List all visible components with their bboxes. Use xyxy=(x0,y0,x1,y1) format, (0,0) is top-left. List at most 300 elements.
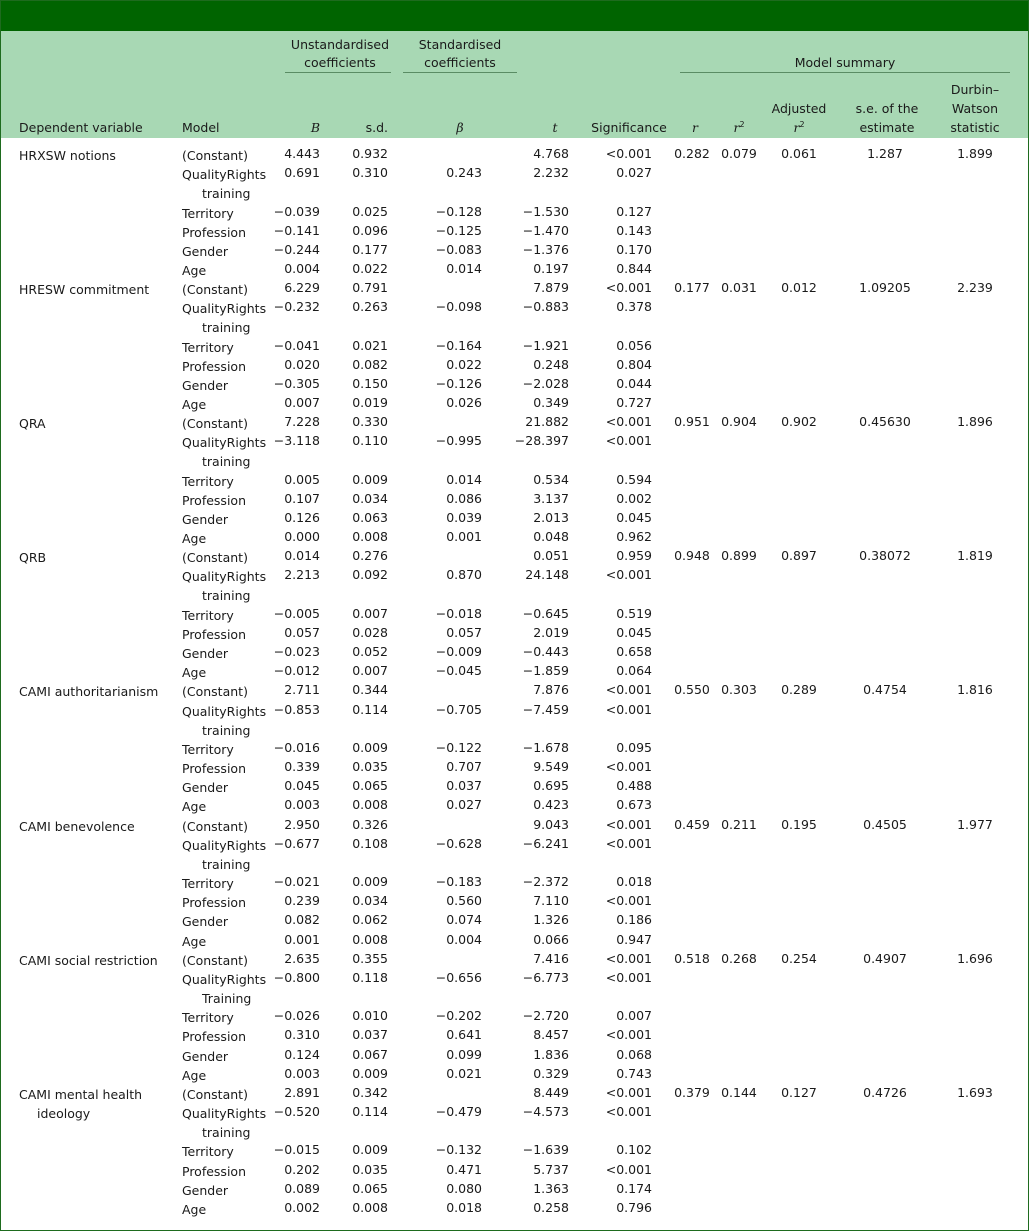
model-term-cell: Age xyxy=(182,397,207,413)
col-b: B xyxy=(310,120,320,135)
t-cell: 24.148 xyxy=(525,567,569,583)
sd-cell: 0.932 xyxy=(352,146,388,161)
t-cell: −2.372 xyxy=(522,874,569,890)
B-cell: 0.691 xyxy=(284,165,320,181)
summary-dw-cell: 1.977 xyxy=(957,816,993,832)
beta-cell: 0.026 xyxy=(446,395,482,411)
col-se-1: s.e. of the xyxy=(855,101,919,116)
B-cell: 0.057 xyxy=(284,625,320,641)
model-term-cell: Territory xyxy=(182,205,234,221)
summary-r2-cell: 0.268 xyxy=(721,950,757,966)
summary-adj-cell: 0.254 xyxy=(781,950,817,966)
model-term-cell: (Constant) xyxy=(182,282,248,298)
dependent-variable-label: HRXSW notions xyxy=(19,148,116,163)
sig-cell: <0.001 xyxy=(605,950,652,966)
sd-cell: 0.009 xyxy=(352,740,388,756)
summary-dw-cell: 1.693 xyxy=(957,1084,993,1100)
B-cell: 0.002 xyxy=(284,1199,320,1215)
sig-cell: 0.027 xyxy=(616,165,652,181)
sig-cell: 0.045 xyxy=(616,510,652,526)
sd-cell: 0.035 xyxy=(352,1161,388,1177)
beta-cell: −0.128 xyxy=(435,203,482,219)
beta-cell: 0.870 xyxy=(446,567,482,583)
dependent-variable-label: QRA xyxy=(19,416,46,432)
model-term-cell: Territory xyxy=(182,339,234,355)
col-dw-3: statistic xyxy=(950,120,1000,135)
t-cell: 7.416 xyxy=(533,950,569,966)
sd-cell: 0.355 xyxy=(352,950,388,966)
t-cell: 1.363 xyxy=(533,1180,569,1196)
t-cell: −28.397 xyxy=(514,433,569,449)
model-term-cell: Age xyxy=(182,933,207,949)
sig-cell: <0.001 xyxy=(605,280,652,296)
sd-cell: 0.108 xyxy=(352,835,388,851)
sd-cell: 0.034 xyxy=(352,491,388,506)
beta-cell: −0.083 xyxy=(435,241,482,257)
summary-r-cell: 0.177 xyxy=(674,280,710,296)
col-dw-1: Durbin– xyxy=(950,82,1000,97)
sd-cell: 0.009 xyxy=(352,874,388,890)
model-term-cell: QualityRights training xyxy=(182,569,267,604)
summary-r-cell: 0.948 xyxy=(674,548,710,564)
B-cell: −3.118 xyxy=(273,433,320,449)
summary-adj-cell: 0.289 xyxy=(781,682,817,698)
summary-r-cell: 0.459 xyxy=(674,816,710,832)
summary-adj-cell: 0.012 xyxy=(781,280,817,296)
summary-adj-cell: 0.061 xyxy=(781,146,817,161)
col-model: Model xyxy=(182,120,220,135)
B-cell: 2.891 xyxy=(284,1084,320,1100)
t-cell: 0.423 xyxy=(533,797,569,813)
model-term-cell: Gender xyxy=(182,780,229,796)
beta-cell: −0.164 xyxy=(435,337,482,353)
B-cell: 6.229 xyxy=(284,280,320,296)
model-term-cell: Age xyxy=(182,799,207,815)
sig-cell: 0.007 xyxy=(616,1008,652,1024)
sd-cell: 0.110 xyxy=(352,433,388,449)
dependent-variable-label: HRESW commitment xyxy=(19,282,150,298)
sd-cell: 0.008 xyxy=(352,529,388,545)
sd-cell: 0.342 xyxy=(352,1084,388,1100)
B-cell: 0.014 xyxy=(284,548,320,564)
t-cell: 5.737 xyxy=(533,1161,569,1177)
summary-r-cell: 0.951 xyxy=(674,414,710,430)
summary-adj-cell: 0.897 xyxy=(781,548,817,564)
B-cell: −0.232 xyxy=(273,299,320,315)
sig-cell: 0.594 xyxy=(616,471,652,487)
col-r: r xyxy=(692,120,698,135)
sd-cell: 0.310 xyxy=(352,165,388,181)
beta-cell: −0.125 xyxy=(435,222,482,238)
B-cell: 0.107 xyxy=(284,491,320,506)
beta-cell: −0.122 xyxy=(435,740,482,756)
model-term-cell: Territory xyxy=(182,742,234,758)
t-cell: −1.470 xyxy=(522,222,569,238)
summary-adj-cell: 0.195 xyxy=(781,816,817,832)
B-cell: 0.239 xyxy=(284,893,320,909)
sig-cell: 0.045 xyxy=(616,625,652,641)
t-cell: −6.241 xyxy=(522,835,569,851)
beta-cell: 0.039 xyxy=(446,510,482,526)
summary-se-cell: 0.45630 xyxy=(859,414,911,430)
sig-cell: 0.947 xyxy=(616,931,652,947)
sig-cell: 0.056 xyxy=(616,337,652,353)
standardised-label-1: Standardised xyxy=(418,37,502,52)
B-cell: −0.005 xyxy=(273,606,320,621)
model-term-cell: Gender xyxy=(182,1048,229,1064)
beta-cell: −0.995 xyxy=(435,433,482,449)
sd-cell: 0.067 xyxy=(352,1046,388,1062)
t-cell: 7.110 xyxy=(533,893,569,909)
B-cell: −0.015 xyxy=(273,1142,320,1158)
B-cell: 0.082 xyxy=(284,912,320,928)
sig-cell: 0.727 xyxy=(616,395,652,411)
t-cell: −1.530 xyxy=(522,203,569,219)
B-cell: −0.677 xyxy=(273,835,320,851)
sd-cell: 0.009 xyxy=(352,1142,388,1158)
sig-cell: 0.796 xyxy=(616,1199,652,1215)
model-term-cell: Age xyxy=(182,1201,207,1217)
sig-cell: 0.962 xyxy=(616,529,652,545)
sig-cell: <0.001 xyxy=(605,567,652,583)
t-cell: −1.639 xyxy=(522,1142,569,1158)
sig-cell: <0.001 xyxy=(605,759,652,775)
t-cell: 9.549 xyxy=(533,759,569,775)
sd-cell: 0.007 xyxy=(352,606,388,621)
sd-cell: 0.065 xyxy=(352,778,388,794)
B-cell: −0.244 xyxy=(273,241,320,257)
t-cell: −1.859 xyxy=(522,663,569,679)
sd-cell: 0.062 xyxy=(352,912,388,928)
t-cell: 1.326 xyxy=(533,912,569,928)
t-cell: 0.258 xyxy=(533,1199,569,1215)
t-cell: 0.197 xyxy=(533,261,569,276)
t-cell: −1.376 xyxy=(522,241,569,257)
t-cell: −0.883 xyxy=(522,299,569,315)
B-cell: 0.126 xyxy=(284,510,320,526)
beta-cell: 0.099 xyxy=(446,1046,482,1062)
B-cell: 2.711 xyxy=(284,682,320,698)
beta-cell: 0.022 xyxy=(446,356,482,372)
B-cell: −0.023 xyxy=(273,644,320,660)
B-cell: 0.005 xyxy=(284,471,320,487)
B-cell: 0.124 xyxy=(284,1046,320,1062)
sd-cell: 0.035 xyxy=(352,759,388,775)
beta-cell: −0.098 xyxy=(435,299,482,315)
B-cell: 2.635 xyxy=(284,950,320,966)
sd-cell: 0.330 xyxy=(352,414,388,430)
unstandardised-label-1: Unstandardised xyxy=(290,37,390,52)
sd-cell: 0.114 xyxy=(352,1103,388,1119)
beta-cell: 0.471 xyxy=(446,1161,482,1177)
model-term-cell: Profession xyxy=(182,761,246,777)
sig-cell: 0.143 xyxy=(616,222,652,238)
t-cell: 8.457 xyxy=(533,1027,569,1043)
model-term-cell: QualityRights training xyxy=(182,167,267,202)
t-cell: 0.329 xyxy=(533,1065,569,1081)
sig-cell: 0.519 xyxy=(616,606,652,621)
t-cell: −0.443 xyxy=(522,644,569,660)
B-cell: −0.305 xyxy=(273,376,320,391)
B-cell: 0.003 xyxy=(284,1065,320,1081)
sig-cell: <0.001 xyxy=(605,893,652,909)
B-cell: −0.041 xyxy=(273,337,320,353)
sig-cell: <0.001 xyxy=(605,1027,652,1043)
summary-r2-cell: 0.031 xyxy=(721,280,757,296)
summary-adj-cell: 0.127 xyxy=(781,1084,817,1100)
beta-cell: 0.014 xyxy=(446,471,482,487)
B-cell: 0.339 xyxy=(284,759,320,775)
B-cell: −0.026 xyxy=(273,1008,320,1024)
sig-cell: 0.018 xyxy=(616,874,652,890)
sd-cell: 0.008 xyxy=(352,931,388,947)
sig-cell: 0.186 xyxy=(616,912,652,928)
col-t: t xyxy=(552,120,558,135)
model-term-cell: Age xyxy=(182,263,207,278)
dependent-variable-label: CAMI mental health ideology xyxy=(19,1086,143,1121)
col-beta: β xyxy=(456,120,464,135)
sig-cell: <0.001 xyxy=(605,816,652,832)
summary-se-cell: 0.38072 xyxy=(859,548,911,564)
model-term-cell: Territory xyxy=(182,1144,234,1160)
t-cell: −1.678 xyxy=(522,740,569,756)
sig-cell: <0.001 xyxy=(605,835,652,851)
beta-cell: −0.628 xyxy=(435,835,482,851)
beta-cell: −0.009 xyxy=(435,644,482,660)
dependent-variable-label: QRB xyxy=(19,550,47,566)
model-term-cell: (Constant) xyxy=(182,148,248,163)
sd-cell: 0.114 xyxy=(352,701,388,717)
model-term-cell: Profession xyxy=(182,1163,246,1179)
beta-cell: 0.018 xyxy=(446,1199,482,1215)
summary-dw-cell: 1.896 xyxy=(957,414,993,430)
model-term-cell: QualityRights Training xyxy=(182,971,267,1006)
model-term-cell: QualityRights training xyxy=(182,703,267,738)
sig-cell: 0.095 xyxy=(616,740,652,756)
beta-cell: −0.045 xyxy=(435,663,482,679)
B-cell: −0.021 xyxy=(273,874,320,890)
summary-r2-cell: 0.904 xyxy=(721,414,757,430)
beta-cell: 0.057 xyxy=(446,625,482,641)
sig-cell: <0.001 xyxy=(605,1161,652,1177)
sd-cell: 0.092 xyxy=(352,567,388,583)
summary-dw-cell: 1.696 xyxy=(957,950,993,966)
beta-cell: 0.001 xyxy=(446,529,482,545)
sig-cell: 0.658 xyxy=(616,644,652,660)
sd-cell: 0.263 xyxy=(352,299,388,315)
model-term-cell: Territory xyxy=(182,473,234,489)
summary-r-cell: 0.518 xyxy=(674,950,710,966)
sig-cell: 0.804 xyxy=(616,356,652,372)
beta-cell: 0.086 xyxy=(446,491,482,506)
model-term-cell: (Constant) xyxy=(182,550,248,566)
B-cell: 0.007 xyxy=(284,395,320,411)
beta-cell: −0.018 xyxy=(435,606,482,621)
summary-r2-cell: 0.211 xyxy=(721,816,757,832)
sd-cell: 0.028 xyxy=(352,625,388,641)
model-term-cell: Gender xyxy=(182,512,229,528)
model-term-cell: (Constant) xyxy=(182,818,248,834)
B-cell: 2.950 xyxy=(284,816,320,832)
beta-cell: −0.132 xyxy=(435,1142,482,1158)
sig-cell: <0.001 xyxy=(605,1103,652,1119)
sd-cell: 0.019 xyxy=(352,395,388,411)
B-cell: −0.012 xyxy=(273,663,320,679)
sd-cell: 0.177 xyxy=(352,241,388,257)
beta-cell: 0.004 xyxy=(446,931,482,947)
model-term-cell: Age xyxy=(182,665,207,681)
t-cell: 2.013 xyxy=(533,510,569,526)
t-cell: 2.019 xyxy=(533,625,569,641)
summary-se-cell: 0.4505 xyxy=(863,816,907,832)
t-cell: −0.645 xyxy=(522,606,569,621)
sig-cell: 0.743 xyxy=(616,1065,652,1081)
summary-r2-cell: 0.899 xyxy=(721,548,757,564)
sig-cell: 0.002 xyxy=(616,491,652,506)
summary-r-cell: 0.379 xyxy=(674,1084,710,1100)
B-cell: 0.310 xyxy=(284,1027,320,1043)
t-cell: 0.066 xyxy=(533,931,569,947)
sig-cell: 0.102 xyxy=(616,1142,652,1158)
model-term-cell: (Constant) xyxy=(182,952,248,968)
t-cell: 4.768 xyxy=(533,146,569,161)
summary-adj-cell: 0.902 xyxy=(781,414,817,430)
t-cell: −2.028 xyxy=(522,376,569,391)
col-dw-2: Watson xyxy=(951,101,999,116)
col-dependent-variable: Dependent variable xyxy=(19,120,143,135)
B-cell: −0.016 xyxy=(273,740,320,756)
dependent-variable-label: CAMI benevolence xyxy=(19,818,135,834)
model-term-cell: (Constant) xyxy=(182,416,248,432)
summary-dw-cell: 1.819 xyxy=(957,548,993,564)
t-cell: 0.048 xyxy=(533,529,569,545)
model-term-cell: Profession xyxy=(182,224,246,240)
sig-cell: 0.673 xyxy=(616,797,652,813)
summary-se-cell: 1.09205 xyxy=(859,280,911,296)
summary-r-cell: 0.282 xyxy=(674,146,710,161)
sig-cell: <0.001 xyxy=(605,701,652,717)
model-term-cell: Gender xyxy=(182,378,229,393)
sig-cell: <0.001 xyxy=(605,433,652,449)
beta-cell: −0.183 xyxy=(435,874,482,890)
sig-cell: 0.127 xyxy=(616,203,652,219)
summary-dw-cell: 1.899 xyxy=(957,146,993,161)
B-cell: 0.089 xyxy=(284,1180,320,1196)
sd-cell: 0.791 xyxy=(352,280,388,296)
sd-cell: 0.007 xyxy=(352,663,388,679)
standardised-label-2: coefficients xyxy=(424,55,496,70)
sd-cell: 0.118 xyxy=(352,969,388,985)
sd-cell: 0.021 xyxy=(352,337,388,353)
beta-cell: 0.560 xyxy=(446,893,482,909)
model-term-cell: (Constant) xyxy=(182,684,248,700)
sd-cell: 0.010 xyxy=(352,1008,388,1024)
beta-cell: 0.707 xyxy=(446,759,482,775)
sig-cell: 0.174 xyxy=(616,1180,652,1196)
col-adjusted: Adjusted xyxy=(771,101,827,116)
B-cell: −0.141 xyxy=(273,222,320,238)
t-cell: −6.773 xyxy=(522,969,569,985)
model-term-cell: QualityRights training xyxy=(182,1105,267,1140)
t-cell: −7.459 xyxy=(522,701,569,717)
model-term-cell: Territory xyxy=(182,1010,234,1026)
B-cell: 0.045 xyxy=(284,778,320,794)
sd-cell: 0.025 xyxy=(352,203,388,219)
sd-cell: 0.008 xyxy=(352,797,388,813)
B-cell: 0.003 xyxy=(284,797,320,813)
sd-cell: 0.344 xyxy=(352,682,388,698)
sd-cell: 0.276 xyxy=(352,548,388,564)
B-cell: −0.039 xyxy=(273,203,320,219)
summary-dw-cell: 2.239 xyxy=(957,280,993,296)
B-cell: 0.000 xyxy=(284,529,320,545)
sd-cell: 0.150 xyxy=(352,376,388,391)
t-cell: 8.449 xyxy=(533,1084,569,1100)
sd-cell: 0.326 xyxy=(352,816,388,832)
model-term-cell: Age xyxy=(182,1067,207,1083)
sig-cell: <0.001 xyxy=(605,682,652,698)
sd-cell: 0.065 xyxy=(352,1180,388,1196)
beta-cell: −0.705 xyxy=(435,701,482,717)
sig-cell: 0.068 xyxy=(616,1046,652,1062)
sig-cell: 0.170 xyxy=(616,241,652,257)
sd-cell: 0.034 xyxy=(352,893,388,909)
t-cell: 7.879 xyxy=(533,280,569,296)
t-cell: −1.921 xyxy=(522,337,569,353)
model-term-cell: Age xyxy=(182,531,207,547)
t-cell: 0.534 xyxy=(533,471,569,487)
model-term-cell: Territory xyxy=(182,608,234,623)
model-term-cell: Profession xyxy=(182,627,246,643)
model-term-cell: Gender xyxy=(182,243,229,259)
beta-cell: 0.074 xyxy=(446,912,482,928)
model-term-cell: Gender xyxy=(182,1182,229,1198)
model-term-cell: Profession xyxy=(182,895,246,911)
model-term-cell: QualityRights training xyxy=(182,435,267,470)
model-term-cell: (Constant) xyxy=(182,1086,248,1102)
t-cell: 1.836 xyxy=(533,1046,569,1062)
col-r2: $r^2$ xyxy=(733,119,745,135)
beta-cell: 0.027 xyxy=(446,797,482,813)
model-summary-label: Model summary xyxy=(794,55,896,70)
t-cell: −2.720 xyxy=(522,1008,569,1024)
dependent-variable-label: CAMI social restriction xyxy=(19,952,158,968)
sd-cell: 0.037 xyxy=(352,1027,388,1043)
beta-cell: 0.037 xyxy=(446,778,482,794)
B-cell: 4.443 xyxy=(284,146,320,161)
t-cell: 9.043 xyxy=(533,816,569,832)
summary-se-cell: 0.4726 xyxy=(863,1084,907,1100)
t-cell: 0.349 xyxy=(533,395,569,411)
t-cell: 2.232 xyxy=(533,165,569,181)
model-term-cell: Territory xyxy=(182,876,234,892)
beta-cell: −0.656 xyxy=(435,969,482,985)
t-cell: −4.573 xyxy=(522,1103,569,1119)
sig-cell: <0.001 xyxy=(605,146,652,161)
t-cell: 7.876 xyxy=(533,682,569,698)
t-cell: 0.248 xyxy=(533,356,569,372)
sd-cell: 0.022 xyxy=(352,261,388,276)
beta-cell: 0.243 xyxy=(446,165,482,181)
beta-cell: −0.202 xyxy=(435,1008,482,1024)
sig-cell: <0.001 xyxy=(605,969,652,985)
sig-cell: 0.064 xyxy=(616,663,652,679)
sd-cell: 0.063 xyxy=(352,510,388,526)
summary-r-cell: 0.550 xyxy=(674,682,710,698)
model-term-cell: Gender xyxy=(182,914,229,930)
t-cell: 0.695 xyxy=(533,778,569,794)
model-term-cell: Gender xyxy=(182,646,229,662)
